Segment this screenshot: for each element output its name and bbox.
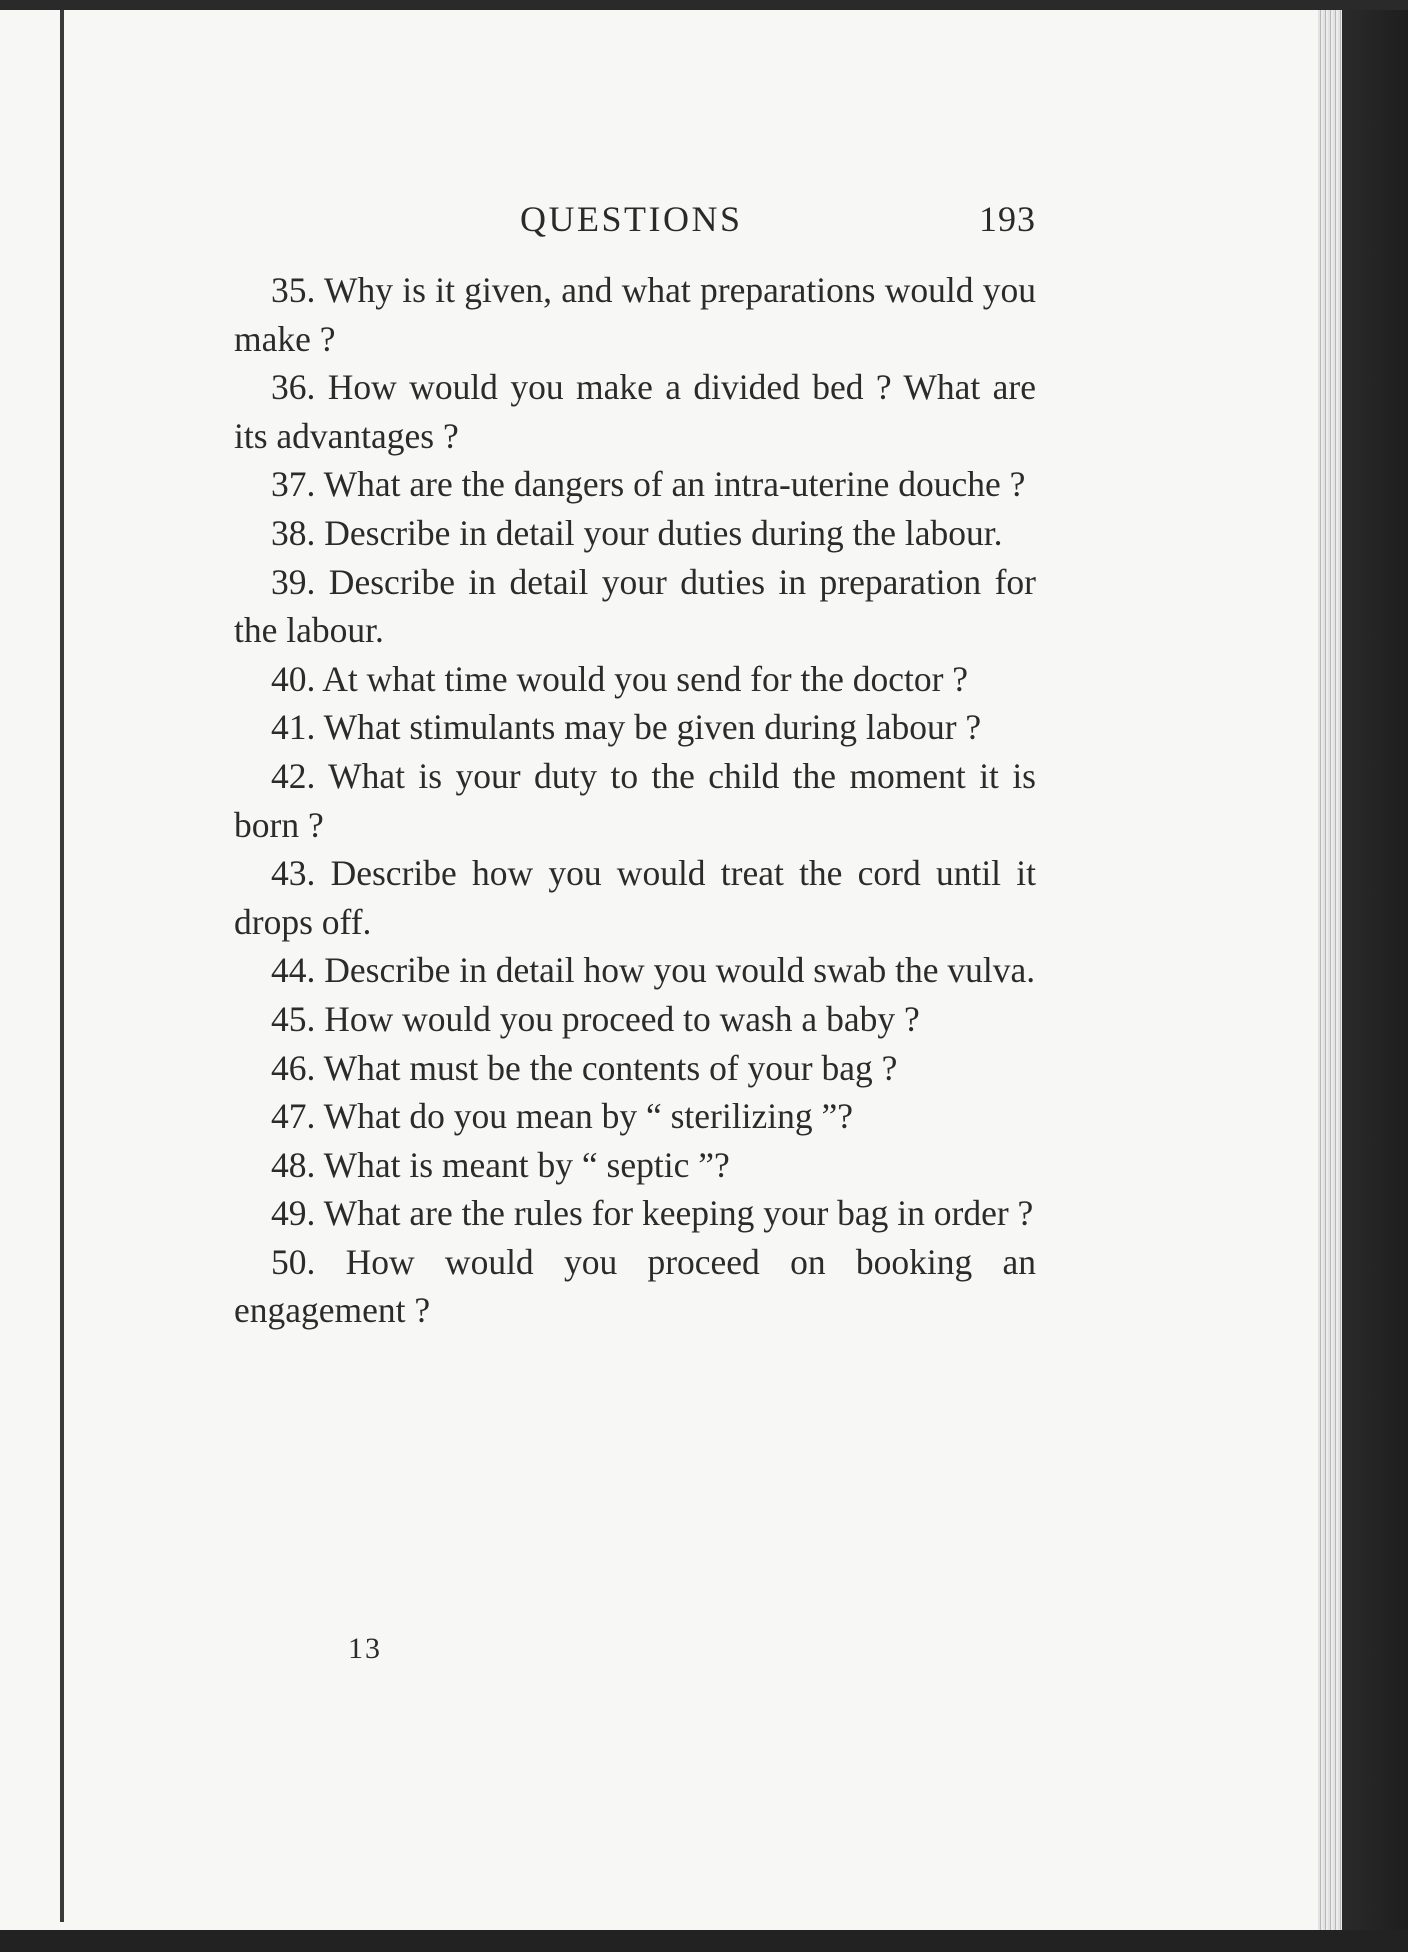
page-stack-edges <box>1318 10 1342 1940</box>
page-gutter-line <box>60 10 64 1922</box>
question-list <box>234 266 1036 1335</box>
question-item: 35. Why is it given, and what preparations would you make ? <box>234 270 1036 359</box>
question-item: 40. At what time would you send for the doctor ? <box>271 658 969 699</box>
scan-bottom-border <box>0 1930 1408 1952</box>
question-item: 45. How would you proceed to wash a baby ? <box>271 998 920 1039</box>
question-item: 50. How would you proceed on booking an engagement ? <box>234 1241 1036 1331</box>
question-item: 48. What is meant by “ septic ”? <box>271 1144 730 1185</box>
question-item: 42. What is your duty to the child the moment it is born ? <box>234 755 1036 845</box>
running-head <box>234 198 1036 246</box>
question-item: 44. Describe in detail how you would swab the vulva. <box>271 950 1036 991</box>
question-item: 41. What stimulants may be given during labour ? <box>271 707 982 748</box>
question-item: 46. What must be the contents of your bag ? <box>271 1047 898 1088</box>
question-item: 47. What do you mean by “ sterilizing ”? <box>271 1096 853 1137</box>
question-item: 49. What are the rules for keeping your bag in order ? <box>271 1193 1034 1234</box>
signature-mark: 13 <box>348 1632 382 1665</box>
running-head-title: QUESTIONS <box>520 199 743 239</box>
question-item: 38. Describe in detail your duties during the labour. <box>271 512 1003 553</box>
question-item: 37. What are the dangers of an intra-uterine douche ? <box>271 464 1026 505</box>
question-item: 36. How would you make a divided bed ? What are its advantages ? <box>234 367 1036 456</box>
page-number: 193 <box>979 199 1036 239</box>
question-item: 43. Describe how you would treat the cord until it drops off. <box>234 853 1036 942</box>
question-item: 39. Describe in detail your duties in preparation for the labour. <box>234 561 1036 651</box>
